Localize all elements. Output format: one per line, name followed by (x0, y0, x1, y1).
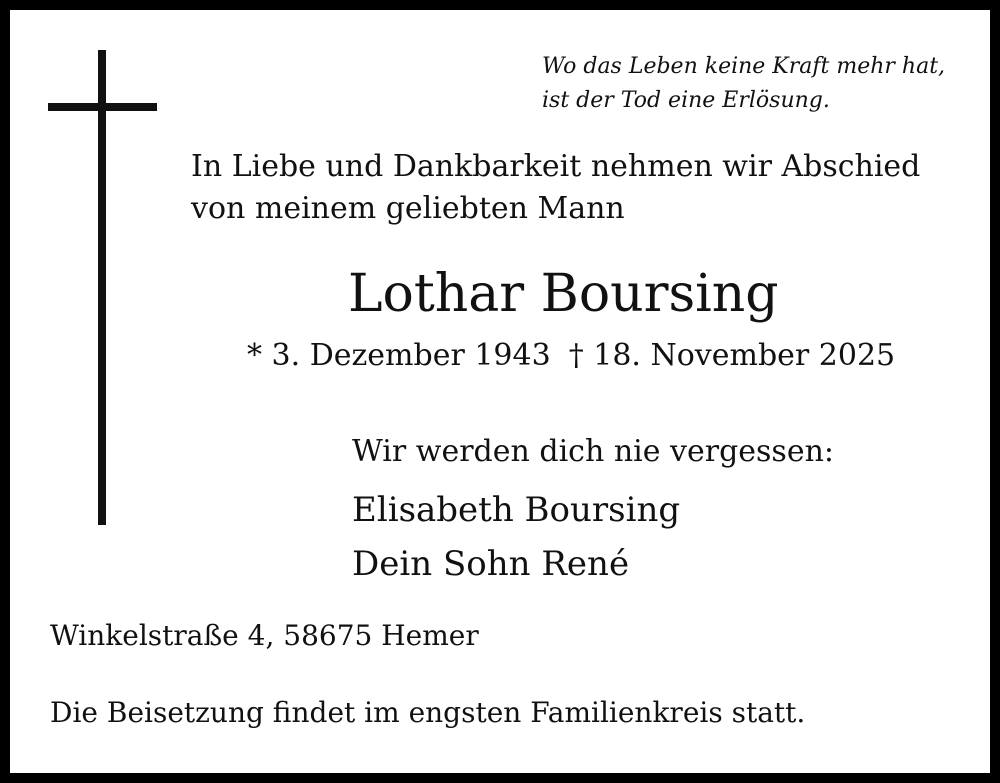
obituary-notice (10, 10, 990, 773)
mourning-statement: Wir werden dich nie vergessen: (352, 434, 835, 469)
family-address: Winkelstraße 4, 58675 Hemer (50, 619, 479, 652)
cross-horizontal-bar (48, 103, 157, 111)
cross-vertical-bar (98, 50, 106, 525)
quote-line: Wo das Leben keine Kraft mehr hat, (542, 54, 946, 79)
mourner-name: Dein Sohn René (352, 544, 630, 584)
intro-line: In Liebe und Dankbarkeit nehmen wir Abschied (191, 149, 921, 184)
life-dates (247, 336, 895, 376)
intro-line: von meinem geliebten Mann (191, 191, 625, 226)
birth-date: * 3. Dezember 1943 (247, 338, 551, 373)
deceased-name: Lothar Boursing (348, 264, 779, 324)
farewell-intro (191, 146, 951, 230)
quote-line: ist der Tod eine Erlösung. (542, 88, 830, 113)
death-date: † 18. November 2025 (568, 338, 896, 373)
mourner-name: Elisabeth Boursing (352, 490, 681, 530)
burial-note: Die Beisetzung findet im engsten Familienkreis statt. (50, 696, 806, 729)
memorial-quote (542, 50, 972, 118)
